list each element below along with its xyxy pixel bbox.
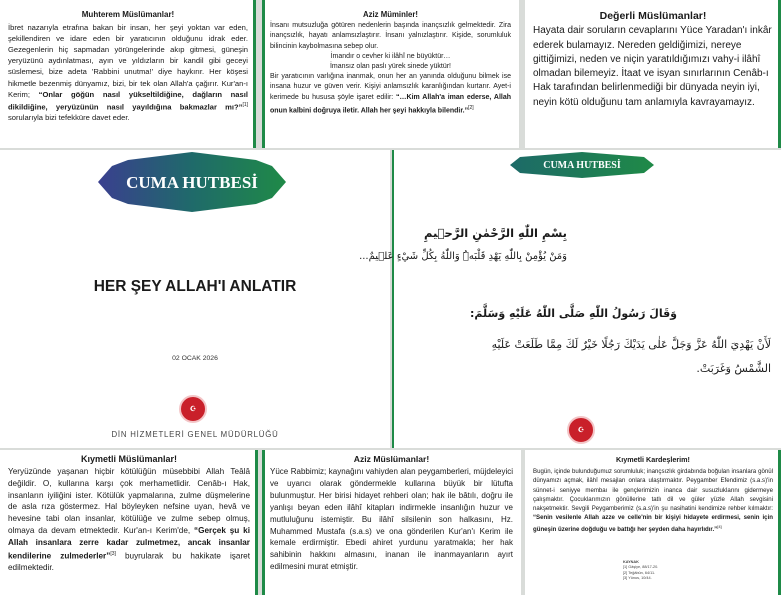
institution-name: DİN HİZMETLERİ GENEL MÜDÜRLÜĞÜ bbox=[111, 430, 279, 439]
footnote-ref: [2] bbox=[468, 104, 474, 111]
sermon-panel-bottom-right bbox=[525, 450, 781, 595]
source-item: [3] Yûnus, 10/44. bbox=[623, 576, 652, 581]
section-body: Hayata dair soruların cevaplarını Yüce Yaradan'ı inkâr ederek bulamayız. Nereden geldiğimizi, nereye gittiğimizi, neden ve niçin yaratıldığımızı vahy-i ilâhî olmadan bilemeyiz. İtaat ve isyan sınırlarının Cenâb-ı Hak tarafından belirlenmediği bir dünyada neyin iyi, neyin kötü olduğunu tam anlamıyla kavrayamayız. bbox=[533, 25, 772, 108]
body-tail: sorularıyla bizi tefekküre davet eder. bbox=[8, 113, 130, 123]
body-text: İbret nazarıyla etrafına bakan bir insan, her şeyi yoktan var eden, şekillendiren ve idare eden bir yaratıcının olduğunu idrak eder. Gezegenlerin hiç sapmadan yörüngelerinde akıp gitmesi, güneşin yeryüzünü aydınlatması, ayın ve yıldızların bir kandil gibi geceyi süslemesi, bize adeta 'Rabbini unutma!' diye haykırır. Her köşesi hikmetle bezenmiş dünyamız, bizi, bir tek olan Allah'a çağırır. Kur'an-ı Kerim; bbox=[8, 23, 248, 99]
source-item: [1] Gâşiye, 88/17-20. bbox=[623, 565, 659, 570]
body-text: Bugün, içinde bulunduğumuz sorumluluk; inançsızlık girdabında boğulan insanlara gönül dünyamızı açmak, ilâhî mesajları onlara ulaştırmaktır. Peygamber Efendimiz (s.a.s)'in sünnet-i seniyye membaı ile gençlerimizin inanca dair susuzluklarını gidermeye çalışmaktır. Çocuklarımızın gönüllerine tatlı dil ve güler yüzle Allah sevgisini nakşetmektir. Sevgili Peygamberimiz (s.a.s)'in şu nasihatini kendimize rehber kılmaktır: bbox=[533, 468, 773, 512]
body-text: Bir yaratıcının varlığına inanmak, onun her an yanında olduğunu bilmek ise insana huzur ve güven verir. Kişiyi anlamsızlık karanlığından kurtarır. Ayet-i kerimede bu hususa şöyle işaret edilir: bbox=[270, 73, 511, 101]
section-body: Yüce Rabbimiz; kaynağını vahiyden alan peygamberleri, müjdeleyici ve uyarıcı olarak göndermekle kullarına büyük bir lütufta bulunmuştur. Her birisi hidayet rehberi olan; hak ile bâtılı, doğru ile yanlışı beyan eden ilâhî kitapları indirmekle insanlığın huzur ve mutluluğunu istemiştir. Bu ilâhî silsilenin son halkasını, Hz. Muhammed Mustafa (s.a.s) ve ona gönderilen Kur'an'ı Kerim ile kemale erdirmiştir. Ebedi ahiret yurdunu yaratmakla; her hak sahibinin hakkını almasını, inanan ile inanmayanların ayırt edilmesini murat etmiştir. bbox=[270, 467, 513, 572]
section-heading: Muhterem Müslümanlar! bbox=[81, 10, 175, 19]
sermon-panel-top-right bbox=[525, 0, 781, 148]
arabic-page bbox=[359, 150, 781, 448]
section-heading: Değerli Müslümanlar! bbox=[599, 10, 707, 22]
poem-line: İmansız olan paslı yürek sinede yüktür! bbox=[329, 62, 451, 70]
body-text: Yeryüzünde yaşanan hiçbir kötülüğün müsebbibi Allah Teâlâ değildir. O, kullarına karşı çok merhametlidir. Cenâb-ı Hak, insanların iyiliğini ister. Kötülük yapmalarına, zulme düşmelerine de asla rıza göstermez. Hal böyleyken nefsine uyan, hevâ ve hevesine tabi olan insanlar, kötülüğe ve zulme sebep olmuş, olmaya da devam etmektedir. Kur'an-ı Kerim'de, bbox=[8, 467, 250, 535]
poem-line: İmandır o cevher ki ilâhî ne büyüktür… bbox=[330, 52, 451, 60]
section-body: İnsanı mutsuzluğa götüren nedenlerin başında inançsızlık gelmektedir. Zira inançsızlık, hayatı anlamsızlaştırır. İnsanı yalnızlaştırır. Kişide, sorumluluk bilincinin kaybolmasına sebep olur. bbox=[270, 22, 511, 50]
source-item: [2] Teğâbün, 64/11. bbox=[623, 570, 656, 575]
section-body bbox=[533, 467, 773, 534]
footnote-ref: [3] bbox=[110, 550, 116, 557]
sermon-panel-bottom-mid bbox=[262, 450, 521, 595]
section-heading: Aziz Müslümanlar! bbox=[353, 454, 430, 464]
section-heading: Aziz Müminler! bbox=[362, 10, 418, 19]
quran-quote: “Onlar göğün nasıl yükseltildiğine, dağların nasıl dikildiğine, yeryüzünün nasıl yayıldığına bakmazlar mı?” bbox=[8, 89, 248, 112]
institution-logo: ☪ bbox=[567, 416, 595, 444]
quran-quote: “Gerçek şu ki Allah insanlara zerre kadar zulmetmez, ancak insanlar kendilerine zulmederler” bbox=[8, 525, 250, 561]
green-edge-bar bbox=[262, 450, 265, 595]
ayah-text: وَمَنْ يُؤْمِنْ بِاللّٰهِ يَهْدِ قَلْبَهُۜ وَاللّٰهُ بِكُلِّ شَيْءٍ عَل۪يمٌ... bbox=[359, 251, 567, 262]
sermon-panel-bottom-left bbox=[0, 450, 258, 595]
footnote-ref: [4] bbox=[717, 524, 722, 530]
banner-title: CUMA HUTBESİ bbox=[126, 173, 258, 192]
hadith-text: لَأَنْ يَهْدِيَ اللّٰهُ عَزَّ وَجَلَّ عَلٰى يَدَيْكَ رَجُلًا خَيْرٌ لَكَ مِمَّا طَلَعَتْ عَلَيْهِ الشَّمْسُ وَغَرَبَتْ. bbox=[491, 338, 771, 375]
section-heading: Kıymetli Müslümanlar! bbox=[80, 454, 178, 464]
body-tail: buyrularak bu hakikate işaret edilmektedir. bbox=[8, 551, 250, 573]
cover-page bbox=[0, 150, 390, 448]
section-body bbox=[270, 72, 511, 116]
sermon-panel-top-mid bbox=[262, 0, 519, 148]
green-edge-bar bbox=[262, 0, 265, 148]
green-edge-bar bbox=[255, 450, 258, 595]
quran-quote: “…Kim Allah'a iman ederse, Allah onun kalbini doğruya iletir. Allah her şeyi hakkıyla bilendir.” bbox=[270, 93, 511, 115]
sermon-panel-top-left bbox=[0, 0, 256, 148]
section-body bbox=[8, 22, 248, 123]
sermon-title: HER ŞEY ALLAH'I ANLATIR bbox=[93, 278, 297, 295]
left-divider bbox=[392, 150, 394, 448]
hadith-quote: “Senin vesilenle Allah azze ve celle'nin bir kişiyi hidayete erdirmesi, senin için güneşin üzerine doğduğu ve battığı her şeyden daha hayırlıdır.” bbox=[533, 514, 773, 534]
section-body bbox=[8, 466, 250, 574]
basmala: بِسْمِ اللّٰهِ الرَّحْمٰنِ الرَّح۪يمِ bbox=[423, 226, 567, 240]
sources-title: KAYNAK bbox=[623, 560, 639, 564]
sermon-date: 02 OCAK 2026 bbox=[172, 355, 218, 362]
hadith-intro: وَقَالَ رَسُولُ اللّٰهِ صَلَّى اللّٰهُ عَلَيْهِ وَسَلَّمَ: bbox=[470, 307, 677, 320]
banner-title: CUMA HUTBESİ bbox=[543, 159, 621, 171]
sources-block bbox=[623, 560, 658, 582]
institution-logo: ☪ bbox=[179, 395, 207, 423]
green-edge-bar bbox=[253, 0, 256, 148]
section-heading: Kıymetli Kardeşlerim! bbox=[616, 455, 690, 464]
footnote-ref: [1] bbox=[242, 101, 248, 108]
